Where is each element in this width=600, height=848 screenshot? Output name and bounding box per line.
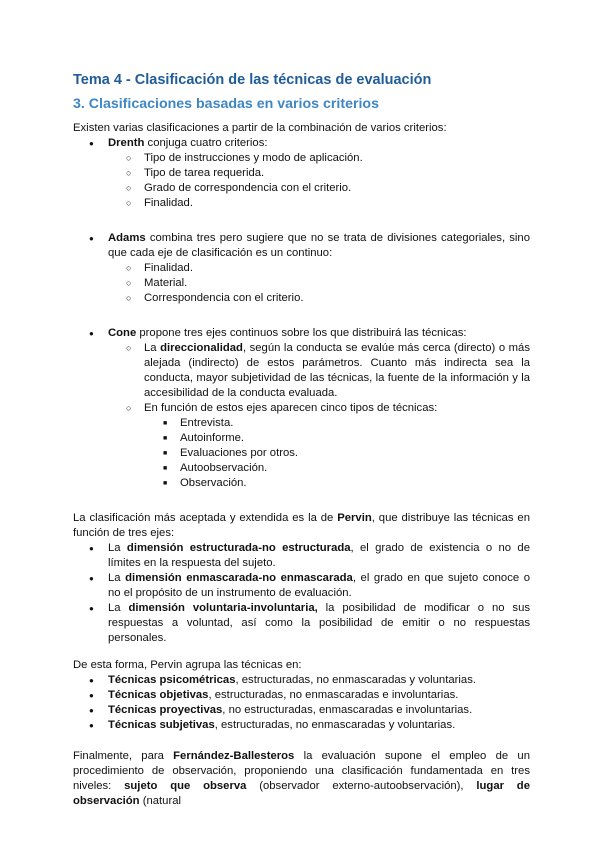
list-item-drenth: ● Drenth conjuga cuatro criterios: ○ Tipo de instrucciones y modo de aplicación. ○ Tipo de tarea requerida. ○ Grado de correspondencia con el criterio. ○ Finalidad. [73,136,530,231]
pervin-grupos-list [73,673,530,733]
section-heading: 3. Clasificaciones basadas en varios criterios [73,96,379,112]
list-item: ■ Entrevista. [144,416,530,431]
list-item: ○ Finalidad. [108,196,530,211]
document-title: Tema 4 - Clasificación de las técnicas de evaluación [73,72,432,88]
list-item: ■ Observación. [144,476,530,491]
author-name: Adams [108,232,146,244]
list-item: ● La dimensión enmascarada-no enmascarada, el grado en que sujeto conoce o no el propósito de un instrumento de evaluación. [73,571,530,601]
cone-sublist [108,341,530,491]
list-item: ○ La direccionalidad, según la conducta se evalúe más cerca (directo) o más alejada (indirecto) de estos parámetros. Cuanto más indirecta sea la conducta, mayor subjetividad de las técnicas, la fuente de la información y la accesibilidad de la conducta evaluada. [108,341,530,401]
list-item: ○ Tipo de instrucciones y modo de aplicación. [108,151,530,166]
list-item: ■ Autoinforme. [144,431,530,446]
drenth-sublist [108,151,530,211]
list-item: ■ Evaluaciones por otros. [144,446,530,461]
list-item: ● La dimensión voluntaria-involuntaria, la posibilidad de modificar o no sus respuestas a voluntad, así como la posibilidad de emitir o no respuestas personales. [73,601,530,646]
criteria-list [73,136,530,491]
list-item: ○ Finalidad. [108,261,530,276]
pervin-ejes-list [73,541,530,646]
list-item-adams: ● Adams combina tres pero sugiere que no se trata de divisiones categoriales, sino que cada eje de clasificación es un continuo: ○ Finalidad. ○ Material. ○ Correspondencia con el criterio. [73,231,530,326]
pervin-paragraph: La clasificación más aceptada y extendida es la de Pervin, que distribuye las técnicas en función de tres ejes: [73,512,530,539]
list-item-cone: ● Cone propone tres ejes continuos sobre los que distribuirá las técnicas: ○ La direccionalidad, según la conducta se evalúe más cerca (directo) o más alejada (indirecto) de estos parámetros. Cuanto más indirecta sea la conducta, mayor subjetividad de las técnicas, la fuente de la información y la accesibilidad de la conducta evaluada. ○ En función de estos ejes aparecen cinco tipos de técnicas: ■ Entrevista. ■ Autoinforme. ■ Evaluaciones por otros. ■ Autoobservación. ■ Observación. [73,326,530,491]
list-item: ○ Material. [108,276,530,291]
intro-paragraph: Existen varias clasificaciones a partir de la combinación de varios criterios: [73,122,447,134]
pervin-agrupa-paragraph: De esta forma, Pervin agrupa las técnicas en: [73,659,302,671]
list-item: ● La dimensión estructurada-no estructurada, el grado de existencia o no de límites en la respuesta del sujeto. [73,541,530,571]
list-item: ● Técnicas objetivas, estructuradas, no enmascaradas e involuntarias. [73,688,530,703]
final-paragraph: Finalmente, para Fernández-Ballesteros la evaluación supone el empleo de un procedimiento de observación, proponiendo una clasificación fundamentada en tres niveles: sujeto que observa (observador externo-autoobservación), lugar de observación (natural [73,750,530,807]
adams-sublist [108,261,530,306]
document-page [73,70,530,809]
list-item: ● Técnicas proyectivas, no estructuradas, enmascaradas e involuntarias. [73,703,530,718]
list-item: ○ Tipo de tarea requerida. [108,166,530,181]
author-name: Cone [108,327,137,339]
list-item: ○ Correspondencia con el criterio. [108,291,530,306]
list-item: ○ Grado de correspondencia con el criterio. [108,181,530,196]
list-item: ○ En función de estos ejes aparecen cinco tipos de técnicas: ■ Entrevista. ■ Autoinforme. ■ Evaluaciones por otros. ■ Autoobservación. ■ Observación. [108,401,530,491]
tipos-sublist [144,416,530,491]
list-item: ● Técnicas psicométricas, estructuradas, no enmascaradas y voluntarias. [73,673,530,688]
list-item: ● Técnicas subjetivas, estructuradas, no enmascaradas y voluntarias. [73,718,530,733]
list-item: ■ Autoobservación. [144,461,530,476]
author-name: Drenth [108,137,145,149]
